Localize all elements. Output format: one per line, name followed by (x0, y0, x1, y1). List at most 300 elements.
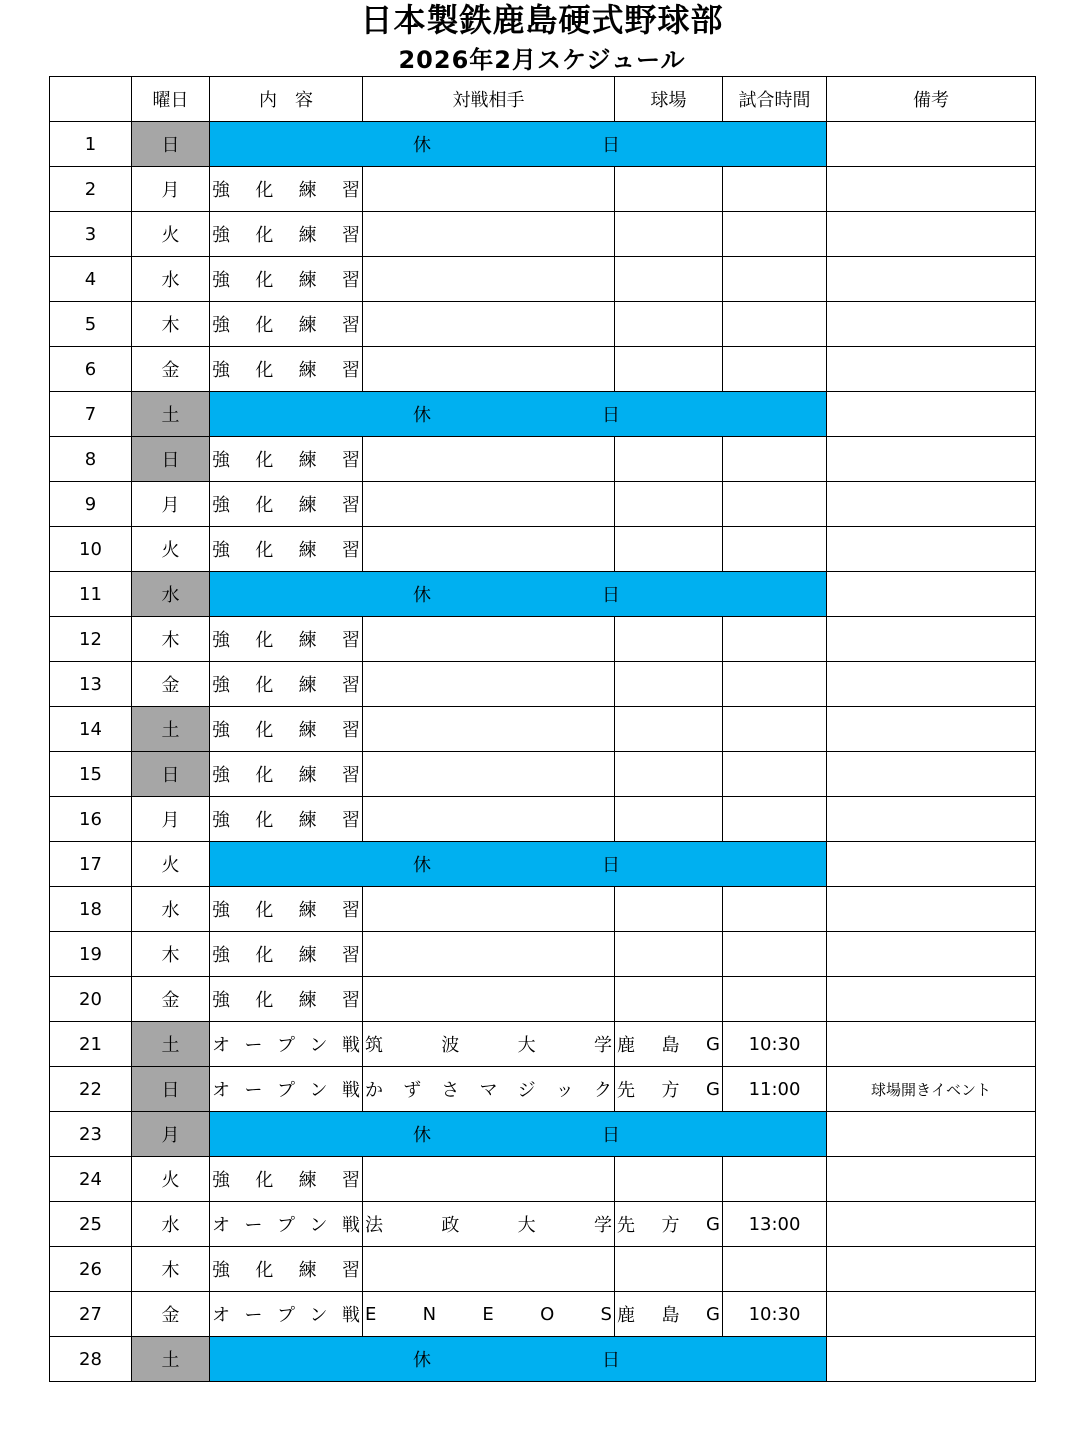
content-text-char: ー (244, 1305, 263, 1326)
notes-cell (827, 212, 1036, 257)
holiday-cell (210, 572, 827, 617)
content-text-char: 強 (212, 630, 230, 651)
content-text-char: 化 (255, 720, 274, 741)
content-text-char: 強 (212, 810, 230, 831)
holiday-label (210, 1112, 826, 1156)
venue-cell (615, 1022, 723, 1067)
notes-cell (827, 1337, 1036, 1382)
content-text (212, 977, 360, 1021)
time-cell (723, 257, 827, 302)
holiday-char: 休 (413, 1350, 431, 1371)
notes-cell (827, 527, 1036, 572)
day-cell: 24 (50, 1157, 132, 1202)
content-cell (210, 482, 363, 527)
table-row (50, 1022, 1036, 1067)
content-text-char: 強 (212, 1170, 230, 1191)
table-row (50, 122, 1036, 167)
time-cell (723, 212, 827, 257)
table-row (50, 842, 1036, 887)
content-text (212, 527, 360, 571)
content-text (212, 707, 360, 751)
content-text-char: 化 (255, 1260, 274, 1281)
content-text-char: 強 (212, 900, 230, 921)
table-row (50, 437, 1036, 482)
content-cell (210, 662, 363, 707)
content-text-char: プ (277, 1305, 295, 1326)
content-text-char: 強 (212, 495, 230, 516)
day-cell: 18 (50, 887, 132, 932)
header-time: 試合時間 (723, 77, 827, 122)
content-text (212, 437, 360, 481)
content-text (212, 482, 360, 526)
table-row (50, 887, 1036, 932)
day-cell: 23 (50, 1112, 132, 1157)
notes-cell (827, 1202, 1036, 1247)
table-row (50, 1292, 1036, 1337)
table-row (50, 617, 1036, 662)
day-cell: 26 (50, 1247, 132, 1292)
holiday-cell (210, 1337, 827, 1382)
time-cell (723, 482, 827, 527)
content-text-char: 習 (341, 810, 360, 831)
content-text-char: 練 (298, 270, 317, 291)
content-text-char: 習 (341, 540, 360, 561)
content-text-char: 戦 (342, 1035, 360, 1056)
content-text (212, 932, 360, 976)
content-text-char: ー (244, 1080, 263, 1101)
opponent-text-char: か (365, 1080, 383, 1101)
holiday-char: 休 (413, 855, 431, 876)
notes-cell (827, 572, 1036, 617)
opponent-text-char: 法 (365, 1215, 383, 1236)
day-cell: 2 (50, 167, 132, 212)
content-text-char: 練 (298, 630, 317, 651)
table-row (50, 752, 1036, 797)
content-text-char: 強 (212, 315, 230, 336)
venue-text (617, 1022, 720, 1066)
venue-cell (615, 1157, 723, 1202)
venue-text-char: 方 (661, 1080, 680, 1101)
day-cell: 22 (50, 1067, 132, 1112)
opponent-text-char: 筑 (365, 1035, 383, 1056)
notes-cell (827, 662, 1036, 707)
table-row (50, 1112, 1036, 1157)
table-row (50, 707, 1036, 752)
day-cell: 8 (50, 437, 132, 482)
venue-text-char: 先 (617, 1080, 635, 1101)
opponent-cell (363, 482, 615, 527)
table-row (50, 662, 1036, 707)
weekday-cell: 木 (132, 302, 210, 347)
day-cell: 14 (50, 707, 132, 752)
table-row (50, 482, 1036, 527)
content-text-char: 練 (298, 1260, 317, 1281)
notes-cell (827, 1292, 1036, 1337)
header-day (50, 77, 132, 122)
content-text-char: 練 (298, 225, 317, 246)
day-cell: 20 (50, 977, 132, 1022)
content-text (212, 887, 360, 931)
content-text-char: 練 (298, 1170, 317, 1191)
weekday-cell: 月 (132, 1112, 210, 1157)
content-text-char: 戦 (342, 1080, 360, 1101)
content-text-char: 化 (255, 810, 274, 831)
content-text-char: 化 (255, 315, 274, 336)
time-cell (723, 527, 827, 572)
venue-cell (615, 977, 723, 1022)
table-row (50, 1157, 1036, 1202)
venue-cell (615, 752, 723, 797)
table-row (50, 527, 1036, 572)
table-row (50, 797, 1036, 842)
table-row (50, 212, 1036, 257)
content-text-char: 習 (341, 360, 360, 381)
venue-text-char: G (706, 1078, 720, 1100)
content-text-char: 習 (341, 1170, 360, 1191)
content-text-char: 化 (255, 900, 274, 921)
venue-cell (615, 212, 723, 257)
content-text-char: 習 (341, 945, 360, 966)
day-cell: 1 (50, 122, 132, 167)
day-cell: 17 (50, 842, 132, 887)
content-text (212, 167, 360, 211)
venue-text-char: 鹿 (617, 1305, 635, 1326)
weekday-cell: 木 (132, 1247, 210, 1292)
header-row (50, 77, 1036, 122)
venue-text-char: 先 (617, 1215, 635, 1236)
time-cell: 10:30 (723, 1292, 827, 1337)
weekday-cell: 木 (132, 932, 210, 977)
weekday-cell: 日 (132, 122, 210, 167)
notes-cell (827, 347, 1036, 392)
content-text (212, 1067, 360, 1111)
content-text-char: 強 (212, 180, 230, 201)
content-text (212, 1202, 360, 1246)
content-cell (210, 752, 363, 797)
venue-text-char: G (706, 1303, 720, 1325)
content-text-char: ン (309, 1080, 328, 1101)
table-row (50, 347, 1036, 392)
weekday-cell: 土 (132, 392, 210, 437)
opponent-cell (363, 617, 615, 662)
holiday-char: 休 (413, 135, 431, 156)
header-notes: 備考 (827, 77, 1036, 122)
content-text-char: 化 (255, 450, 274, 471)
header-weekday: 曜日 (132, 77, 210, 122)
content-text (212, 257, 360, 301)
content-cell (210, 617, 363, 662)
opponent-cell (363, 257, 615, 302)
holiday-label (210, 392, 826, 436)
time-cell (723, 752, 827, 797)
content-text-char: 習 (341, 720, 360, 741)
content-text (212, 662, 360, 706)
opponent-text-char: 政 (441, 1215, 460, 1236)
weekday-cell: 月 (132, 167, 210, 212)
content-text (212, 797, 360, 841)
venue-text (617, 1202, 720, 1246)
notes-cell (827, 887, 1036, 932)
notes-cell (827, 122, 1036, 167)
content-text-char: オ (212, 1215, 230, 1236)
content-cell (210, 1292, 363, 1337)
holiday-cell (210, 842, 827, 887)
notes-cell (827, 167, 1036, 212)
content-text (212, 302, 360, 346)
holiday-char: 休 (413, 1125, 431, 1146)
opponent-text-char: E (365, 1303, 377, 1325)
opponent-cell (363, 707, 615, 752)
day-cell: 28 (50, 1337, 132, 1382)
time-cell (723, 437, 827, 482)
content-text-char: 練 (298, 540, 317, 561)
day-cell: 6 (50, 347, 132, 392)
notes-cell (827, 752, 1036, 797)
content-text-char: 習 (341, 450, 360, 471)
time-cell (723, 347, 827, 392)
holiday-cell (210, 392, 827, 437)
content-text-char: 化 (255, 540, 274, 561)
table-row (50, 257, 1036, 302)
content-text-char: 練 (298, 900, 317, 921)
content-text-char: 練 (298, 765, 317, 786)
content-text (212, 617, 360, 661)
content-text-char: 練 (298, 945, 317, 966)
holiday-char: 休 (413, 585, 431, 606)
time-cell (723, 167, 827, 212)
holiday-cell (210, 1112, 827, 1157)
content-text-char: 化 (255, 270, 274, 291)
venue-cell (615, 1292, 723, 1337)
notes-cell (827, 1247, 1036, 1292)
weekday-cell: 金 (132, 1292, 210, 1337)
content-text-char: 習 (341, 225, 360, 246)
opponent-cell (363, 302, 615, 347)
content-text-char: ー (244, 1215, 263, 1236)
table-row (50, 572, 1036, 617)
day-cell: 16 (50, 797, 132, 842)
weekday-cell: 金 (132, 977, 210, 1022)
header-venue: 球場 (615, 77, 723, 122)
notes-cell (827, 302, 1036, 347)
opponent-text-char: 大 (517, 1035, 536, 1056)
holiday-cell (210, 122, 827, 167)
content-text-char: 練 (298, 720, 317, 741)
opponent-text-char: さ (441, 1080, 460, 1101)
opponent-cell (363, 977, 615, 1022)
content-text-char: 化 (255, 630, 274, 651)
venue-text-char: 方 (661, 1215, 680, 1236)
opponent-text (365, 1022, 612, 1066)
venue-cell (615, 662, 723, 707)
content-text-char: 化 (255, 495, 274, 516)
venue-cell (615, 707, 723, 752)
content-text-char: 強 (212, 540, 230, 561)
day-cell: 4 (50, 257, 132, 302)
content-cell (210, 797, 363, 842)
weekday-cell: 火 (132, 842, 210, 887)
venue-cell (615, 437, 723, 482)
content-cell (210, 167, 363, 212)
notes-cell (827, 437, 1036, 482)
content-cell (210, 1202, 363, 1247)
venue-cell (615, 167, 723, 212)
content-cell (210, 1067, 363, 1112)
content-cell (210, 887, 363, 932)
day-cell: 3 (50, 212, 132, 257)
content-text-char: ン (309, 1215, 328, 1236)
venue-cell (615, 1247, 723, 1292)
table-row (50, 1247, 1036, 1292)
notes-cell (827, 392, 1036, 437)
day-cell: 27 (50, 1292, 132, 1337)
table-row (50, 302, 1036, 347)
content-cell (210, 1247, 363, 1292)
content-text-char: 強 (212, 225, 230, 246)
notes-cell (827, 617, 1036, 662)
content-cell (210, 977, 363, 1022)
weekday-cell: 日 (132, 752, 210, 797)
content-text-char: 強 (212, 945, 230, 966)
content-text-char: 練 (298, 495, 317, 516)
notes-cell (827, 1022, 1036, 1067)
table-row (50, 1202, 1036, 1247)
venue-cell (615, 1202, 723, 1247)
notes-cell (827, 797, 1036, 842)
time-cell (723, 932, 827, 977)
venue-cell (615, 932, 723, 977)
content-text-char: 習 (341, 765, 360, 786)
content-text-char: 化 (255, 765, 274, 786)
notes-cell (827, 932, 1036, 977)
notes-cell (827, 1157, 1036, 1202)
weekday-cell: 土 (132, 1337, 210, 1382)
holiday-char: 日 (602, 1125, 620, 1146)
venue-cell (615, 347, 723, 392)
content-text-char: 化 (255, 1170, 274, 1191)
weekday-cell: 水 (132, 257, 210, 302)
time-cell: 11:00 (723, 1067, 827, 1112)
opponent-cell (363, 347, 615, 392)
content-text-char: オ (212, 1080, 230, 1101)
content-text (212, 1157, 360, 1201)
day-cell: 9 (50, 482, 132, 527)
venue-cell (615, 617, 723, 662)
content-text-char: ン (309, 1305, 328, 1326)
content-text (212, 1022, 360, 1066)
weekday-cell: 金 (132, 662, 210, 707)
venue-text-char: 鹿 (617, 1035, 635, 1056)
content-text-char: 習 (341, 990, 360, 1011)
content-text-char: 習 (341, 630, 360, 651)
weekday-cell: 火 (132, 212, 210, 257)
holiday-char: 日 (602, 135, 620, 156)
opponent-cell (363, 527, 615, 572)
venue-cell (615, 257, 723, 302)
content-text-char: オ (212, 1305, 230, 1326)
header-opponent: 対戦相手 (363, 77, 615, 122)
venue-text (617, 1292, 720, 1336)
opponent-text-char: S (600, 1303, 612, 1325)
venue-cell (615, 527, 723, 572)
page-subtitle: 2026年2月スケジュール (398, 46, 686, 74)
weekday-cell: 水 (132, 1202, 210, 1247)
venue-text (617, 1067, 720, 1111)
content-text-char: 化 (255, 180, 274, 201)
notes-cell (827, 257, 1036, 302)
content-text-char: 強 (212, 1260, 230, 1281)
opponent-cell (363, 1157, 615, 1202)
day-cell: 19 (50, 932, 132, 977)
weekday-cell: 水 (132, 572, 210, 617)
table-row (50, 167, 1036, 212)
weekday-cell: 土 (132, 707, 210, 752)
day-cell: 10 (50, 527, 132, 572)
content-text-char: ン (309, 1035, 328, 1056)
time-cell: 13:00 (723, 1202, 827, 1247)
content-text-char: ー (244, 1035, 263, 1056)
venue-cell (615, 482, 723, 527)
opponent-cell (363, 1247, 615, 1292)
time-cell: 10:30 (723, 1022, 827, 1067)
schedule-table (49, 76, 1036, 1382)
content-text-char: 強 (212, 990, 230, 1011)
time-cell (723, 1157, 827, 1202)
opponent-cell (363, 437, 615, 482)
content-text-char: 習 (341, 270, 360, 291)
opponent-cell (363, 212, 615, 257)
venue-text-char: 島 (661, 1035, 680, 1056)
content-text (212, 752, 360, 796)
time-cell (723, 977, 827, 1022)
weekday-cell: 金 (132, 347, 210, 392)
content-text-char: 強 (212, 360, 230, 381)
venue-text-char: 島 (661, 1305, 680, 1326)
opponent-text-char: マ (479, 1080, 498, 1101)
time-cell (723, 617, 827, 662)
content-text-char: 化 (255, 990, 274, 1011)
opponent-text (365, 1292, 612, 1336)
opponent-text-char: 波 (441, 1035, 460, 1056)
opponent-cell (363, 1067, 615, 1112)
day-cell: 15 (50, 752, 132, 797)
opponent-text-char: O (540, 1303, 555, 1325)
header-content: 内 容 (210, 77, 363, 122)
content-text-char: 化 (255, 225, 274, 246)
day-cell: 25 (50, 1202, 132, 1247)
notes-cell (827, 482, 1036, 527)
content-text-char: 習 (341, 675, 360, 696)
content-text-char: プ (277, 1035, 295, 1056)
content-text-char: 強 (212, 270, 230, 291)
time-cell (723, 707, 827, 752)
weekday-cell: 水 (132, 887, 210, 932)
opponent-cell (363, 797, 615, 842)
content-text-char: 習 (341, 1260, 360, 1281)
weekday-cell: 日 (132, 1067, 210, 1112)
content-text-char: 化 (255, 945, 274, 966)
holiday-label (210, 1337, 826, 1381)
content-cell (210, 212, 363, 257)
venue-cell (615, 1067, 723, 1112)
opponent-text (365, 1067, 612, 1111)
table-row (50, 1067, 1036, 1112)
holiday-char: 休 (413, 405, 431, 426)
opponent-cell (363, 932, 615, 977)
time-cell (723, 797, 827, 842)
content-text-char: 練 (298, 360, 317, 381)
content-cell (210, 1022, 363, 1067)
